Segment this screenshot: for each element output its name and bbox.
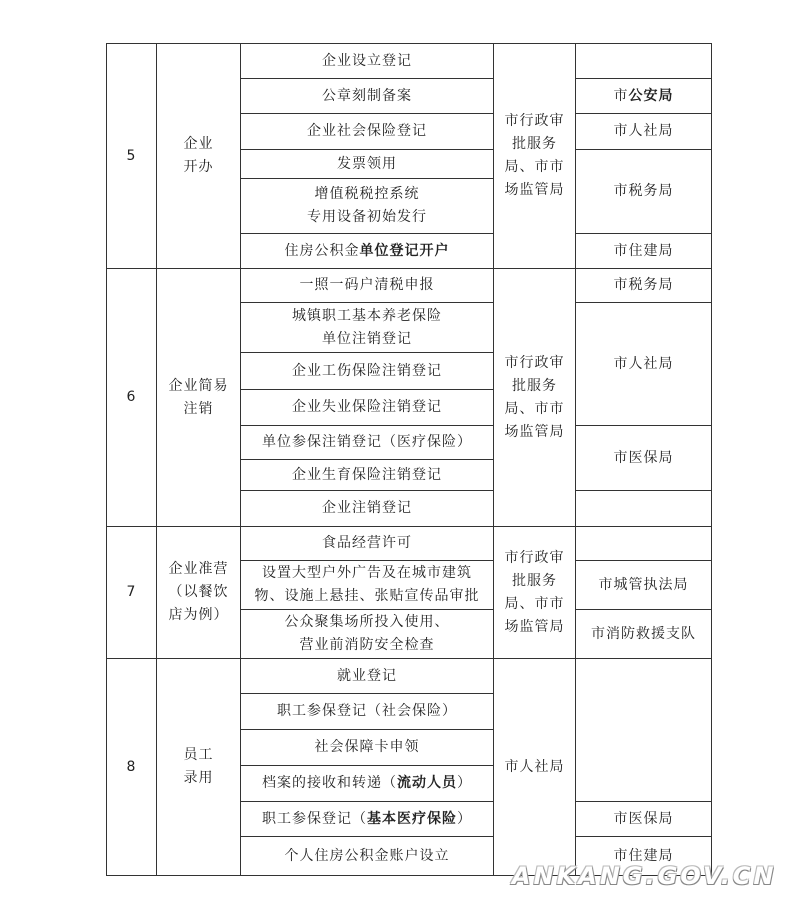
item-cell: 职工参保登记（基本医疗保险）: [241, 802, 494, 837]
item-cell: 增值税税控系统 专用设备初始发行: [241, 179, 494, 234]
item-cell: 档案的接收和转递（流动人员）: [241, 766, 494, 802]
item-cell: 设置大型户外广告及在城市建筑 物、设施上悬挂、张贴宣传品审批: [241, 561, 494, 610]
table-row: [107, 269, 712, 303]
item-cell: 单位参保注销登记（医疗保险）: [241, 426, 494, 460]
row-number: 7: [107, 527, 157, 659]
item-cell: 职工参保登记（社会保险）: [241, 694, 494, 730]
lead-agency-cell: 市人社局: [494, 659, 576, 876]
item-cell: 食品经营许可: [241, 527, 494, 561]
row-number: 6: [107, 269, 157, 527]
dept-cell: 市住建局: [576, 234, 712, 269]
item-cell: 公众聚集场所投入使用、 营业前消防安全检查: [241, 610, 494, 659]
item-cell: 就业登记: [241, 659, 494, 694]
dept-cell: [576, 527, 712, 561]
item-cell: 企业生育保险注销登记: [241, 460, 494, 491]
dept-cell: [576, 659, 712, 802]
lead-agency-cell: 市行政审 批服务 局、市市 场监管局: [494, 527, 576, 659]
dept-cell: 市医保局: [576, 426, 712, 491]
lead-agency-cell: 市行政审 批服务 局、市市 场监管局: [494, 269, 576, 527]
service-table: [106, 43, 712, 876]
item-cell: 企业工伤保险注销登记: [241, 353, 494, 390]
item-cell: 企业社会保险登记: [241, 114, 494, 150]
category-cell: 企业 开办: [157, 44, 241, 269]
category-cell: 企业简易 注销: [157, 269, 241, 527]
dept-cell: 市住建局: [576, 837, 712, 876]
dept-cell: 市人社局: [576, 303, 712, 426]
table-row: [107, 527, 712, 561]
item-cell: 个人住房公积金账户设立: [241, 837, 494, 876]
category-cell: 员工 录用: [157, 659, 241, 876]
item-cell: 一照一码户清税申报: [241, 269, 494, 303]
item-cell: 社会保障卡申领: [241, 730, 494, 766]
site-watermark: ANKANG.GOV.CN: [512, 862, 777, 890]
dept-cell: 市税务局: [576, 269, 712, 303]
row-number: 8: [107, 659, 157, 876]
lead-agency-cell: 市行政审 批服务 局、市市 场监管局: [494, 44, 576, 269]
dept-cell: 市税务局: [576, 150, 712, 234]
dept-cell: [576, 44, 712, 79]
dept-cell: 市消防救援支队: [576, 610, 712, 659]
dept-cell: [576, 491, 712, 527]
item-cell: 发票领用: [241, 150, 494, 179]
item-cell: 城镇职工基本养老保险 单位注销登记: [241, 303, 494, 353]
item-cell: 企业失业保险注销登记: [241, 390, 494, 426]
dept-cell: 市城管执法局: [576, 561, 712, 610]
table-row: [107, 659, 712, 694]
table-row: [107, 44, 712, 79]
dept-cell: 市人社局: [576, 114, 712, 150]
item-cell: 企业设立登记: [241, 44, 494, 79]
category-cell: 企业准营 （以餐饮 店为例）: [157, 527, 241, 659]
dept-cell: 市公安局: [576, 79, 712, 114]
item-cell: 企业注销登记: [241, 491, 494, 527]
item-cell: 住房公积金单位登记开户: [241, 234, 494, 269]
row-number: 5: [107, 44, 157, 269]
item-cell: 公章刻制备案: [241, 79, 494, 114]
dept-cell: 市医保局: [576, 802, 712, 837]
